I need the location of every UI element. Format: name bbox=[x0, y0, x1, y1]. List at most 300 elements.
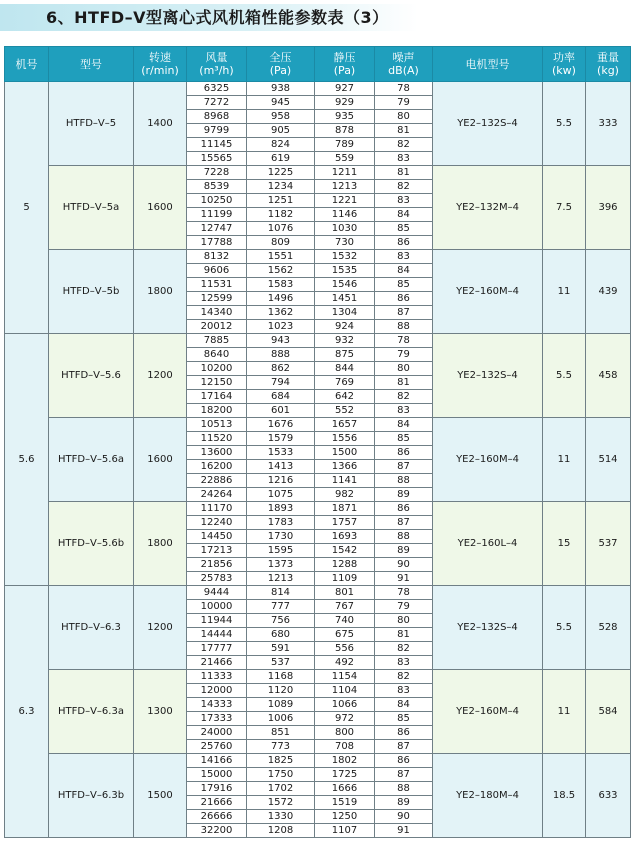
weight-cell: 458 bbox=[586, 334, 631, 418]
motor-model-cell: YE2–160L–4 bbox=[433, 502, 543, 586]
airflow-cell: 12240 bbox=[187, 516, 247, 530]
airflow-cell: 21466 bbox=[187, 656, 247, 670]
airflow-cell: 11333 bbox=[187, 670, 247, 684]
speed-cell: 1400 bbox=[134, 82, 187, 166]
total-pressure-cell: 938 bbox=[247, 82, 315, 96]
airflow-cell: 11199 bbox=[187, 208, 247, 222]
airflow-cell: 14340 bbox=[187, 306, 247, 320]
static-pressure-cell: 1871 bbox=[315, 502, 375, 516]
model-cell: HTFD–V–5 bbox=[49, 82, 134, 166]
weight-cell: 528 bbox=[586, 586, 631, 670]
static-pressure-cell: 642 bbox=[315, 390, 375, 404]
motor-model-cell: YE2–160M–4 bbox=[433, 418, 543, 502]
airflow-cell: 17213 bbox=[187, 544, 247, 558]
total-pressure-cell: 958 bbox=[247, 110, 315, 124]
airflow-cell: 8539 bbox=[187, 180, 247, 194]
noise-cell: 83 bbox=[375, 656, 433, 670]
machine-number-cell: 6.3 bbox=[5, 586, 49, 838]
airflow-cell: 7228 bbox=[187, 166, 247, 180]
airflow-cell: 10513 bbox=[187, 418, 247, 432]
table-row bbox=[5, 754, 631, 768]
noise-cell: 88 bbox=[375, 782, 433, 796]
static-pressure-cell: 556 bbox=[315, 642, 375, 656]
total-pressure-cell: 1730 bbox=[247, 530, 315, 544]
total-pressure-cell: 1234 bbox=[247, 180, 315, 194]
static-pressure-cell: 1451 bbox=[315, 292, 375, 306]
airflow-cell: 17333 bbox=[187, 712, 247, 726]
total-pressure-cell: 1579 bbox=[247, 432, 315, 446]
airflow-cell: 8132 bbox=[187, 250, 247, 264]
total-pressure-cell: 1216 bbox=[247, 474, 315, 488]
airflow-cell: 16200 bbox=[187, 460, 247, 474]
column-header bbox=[5, 47, 49, 82]
static-pressure-cell: 1109 bbox=[315, 572, 375, 586]
static-pressure-cell: 1107 bbox=[315, 824, 375, 838]
static-pressure-cell: 844 bbox=[315, 362, 375, 376]
model-cell: HTFD–V–5a bbox=[49, 166, 134, 250]
noise-cell: 88 bbox=[375, 530, 433, 544]
column-header bbox=[543, 47, 586, 82]
noise-cell: 81 bbox=[375, 166, 433, 180]
total-pressure-cell: 814 bbox=[247, 586, 315, 600]
table-header bbox=[5, 47, 631, 82]
static-pressure-cell: 1213 bbox=[315, 180, 375, 194]
column-header bbox=[247, 47, 315, 82]
weight-cell: 584 bbox=[586, 670, 631, 754]
noise-cell: 91 bbox=[375, 572, 433, 586]
static-pressure-cell: 740 bbox=[315, 614, 375, 628]
motor-model-cell: YE2–132S–4 bbox=[433, 586, 543, 670]
total-pressure-cell: 1208 bbox=[247, 824, 315, 838]
airflow-cell: 25760 bbox=[187, 740, 247, 754]
column-header-unit: (kg) bbox=[597, 64, 619, 77]
airflow-cell: 17916 bbox=[187, 782, 247, 796]
airflow-cell: 21856 bbox=[187, 558, 247, 572]
speed-cell: 1600 bbox=[134, 418, 187, 502]
column-header-unit: dB(A) bbox=[388, 64, 419, 77]
airflow-cell: 21666 bbox=[187, 796, 247, 810]
noise-cell: 91 bbox=[375, 824, 433, 838]
power-cell: 5.5 bbox=[543, 82, 586, 166]
static-pressure-cell: 1546 bbox=[315, 278, 375, 292]
static-pressure-cell: 1154 bbox=[315, 670, 375, 684]
static-pressure-cell: 982 bbox=[315, 488, 375, 502]
noise-cell: 81 bbox=[375, 376, 433, 390]
total-pressure-cell: 1595 bbox=[247, 544, 315, 558]
airflow-cell: 24000 bbox=[187, 726, 247, 740]
airflow-cell: 11531 bbox=[187, 278, 247, 292]
model-cell: HTFD–V–6.3a bbox=[49, 670, 134, 754]
noise-cell: 78 bbox=[375, 334, 433, 348]
airflow-cell: 11944 bbox=[187, 614, 247, 628]
total-pressure-cell: 1168 bbox=[247, 670, 315, 684]
static-pressure-cell: 1535 bbox=[315, 264, 375, 278]
model-cell: HTFD–V–6.3b bbox=[49, 754, 134, 838]
column-header-label: 风量 bbox=[205, 51, 228, 64]
column-header bbox=[586, 47, 631, 82]
noise-cell: 87 bbox=[375, 768, 433, 782]
static-pressure-cell: 927 bbox=[315, 82, 375, 96]
airflow-cell: 11145 bbox=[187, 138, 247, 152]
airflow-cell: 14333 bbox=[187, 698, 247, 712]
total-pressure-cell: 1572 bbox=[247, 796, 315, 810]
speed-cell: 1800 bbox=[134, 502, 187, 586]
static-pressure-cell: 801 bbox=[315, 586, 375, 600]
static-pressure-cell: 972 bbox=[315, 712, 375, 726]
static-pressure-cell: 1542 bbox=[315, 544, 375, 558]
static-pressure-cell: 552 bbox=[315, 404, 375, 418]
total-pressure-cell: 777 bbox=[247, 600, 315, 614]
airflow-cell: 9606 bbox=[187, 264, 247, 278]
static-pressure-cell: 1693 bbox=[315, 530, 375, 544]
airflow-cell: 14444 bbox=[187, 628, 247, 642]
total-pressure-cell: 1825 bbox=[247, 754, 315, 768]
noise-cell: 85 bbox=[375, 432, 433, 446]
total-pressure-cell: 851 bbox=[247, 726, 315, 740]
airflow-cell: 8640 bbox=[187, 348, 247, 362]
airflow-cell: 17777 bbox=[187, 642, 247, 656]
airflow-cell: 12150 bbox=[187, 376, 247, 390]
noise-cell: 82 bbox=[375, 138, 433, 152]
static-pressure-cell: 1725 bbox=[315, 768, 375, 782]
column-header-label: 转速 bbox=[149, 51, 171, 64]
total-pressure-cell: 1783 bbox=[247, 516, 315, 530]
total-pressure-cell: 1583 bbox=[247, 278, 315, 292]
airflow-cell: 10000 bbox=[187, 600, 247, 614]
model-cell: HTFD–V–6.3 bbox=[49, 586, 134, 670]
noise-cell: 81 bbox=[375, 124, 433, 138]
airflow-cell: 22886 bbox=[187, 474, 247, 488]
motor-model-cell: YE2–160M–4 bbox=[433, 250, 543, 334]
noise-cell: 90 bbox=[375, 810, 433, 824]
table-row bbox=[5, 166, 631, 180]
motor-model-cell: YE2–132S–4 bbox=[433, 334, 543, 418]
speed-cell: 1600 bbox=[134, 166, 187, 250]
speed-cell: 1200 bbox=[134, 334, 187, 418]
static-pressure-cell: 492 bbox=[315, 656, 375, 670]
column-header-label: 机号 bbox=[15, 57, 38, 71]
airflow-cell: 6325 bbox=[187, 82, 247, 96]
airflow-cell: 12000 bbox=[187, 684, 247, 698]
total-pressure-cell: 809 bbox=[247, 236, 315, 250]
model-cell: HTFD–V–5b bbox=[49, 250, 134, 334]
power-cell: 11 bbox=[543, 250, 586, 334]
static-pressure-cell: 767 bbox=[315, 600, 375, 614]
total-pressure-cell: 1676 bbox=[247, 418, 315, 432]
noise-cell: 78 bbox=[375, 586, 433, 600]
static-pressure-cell: 878 bbox=[315, 124, 375, 138]
airflow-cell: 26666 bbox=[187, 810, 247, 824]
noise-cell: 86 bbox=[375, 236, 433, 250]
airflow-cell: 11520 bbox=[187, 432, 247, 446]
motor-model-cell: YE2–132S–4 bbox=[433, 82, 543, 166]
total-pressure-cell: 591 bbox=[247, 642, 315, 656]
power-cell: 18.5 bbox=[543, 754, 586, 838]
airflow-cell: 24264 bbox=[187, 488, 247, 502]
machine-number-cell: 5 bbox=[5, 82, 49, 334]
airflow-cell: 10200 bbox=[187, 362, 247, 376]
total-pressure-cell: 1893 bbox=[247, 502, 315, 516]
total-pressure-cell: 1076 bbox=[247, 222, 315, 236]
static-pressure-cell: 935 bbox=[315, 110, 375, 124]
total-pressure-cell: 1182 bbox=[247, 208, 315, 222]
noise-cell: 81 bbox=[375, 628, 433, 642]
static-pressure-cell: 924 bbox=[315, 320, 375, 334]
weight-cell: 514 bbox=[586, 418, 631, 502]
power-cell: 15 bbox=[543, 502, 586, 586]
noise-cell: 80 bbox=[375, 362, 433, 376]
total-pressure-cell: 537 bbox=[247, 656, 315, 670]
noise-cell: 86 bbox=[375, 292, 433, 306]
column-header-label: 静压 bbox=[333, 51, 356, 64]
speed-cell: 1200 bbox=[134, 586, 187, 670]
column-header-label: 全压 bbox=[269, 51, 292, 64]
noise-cell: 83 bbox=[375, 684, 433, 698]
noise-cell: 82 bbox=[375, 180, 433, 194]
static-pressure-cell: 1500 bbox=[315, 446, 375, 460]
noise-cell: 86 bbox=[375, 754, 433, 768]
noise-cell: 83 bbox=[375, 152, 433, 166]
static-pressure-cell: 1250 bbox=[315, 810, 375, 824]
column-header-unit: (Pa) bbox=[269, 64, 292, 77]
total-pressure-cell: 943 bbox=[247, 334, 315, 348]
power-cell: 11 bbox=[543, 418, 586, 502]
static-pressure-cell: 789 bbox=[315, 138, 375, 152]
noise-cell: 87 bbox=[375, 740, 433, 754]
noise-cell: 89 bbox=[375, 544, 433, 558]
airflow-cell: 32200 bbox=[187, 824, 247, 838]
noise-cell: 82 bbox=[375, 390, 433, 404]
airflow-cell: 15000 bbox=[187, 768, 247, 782]
noise-cell: 84 bbox=[375, 208, 433, 222]
noise-cell: 88 bbox=[375, 474, 433, 488]
airflow-cell: 8968 bbox=[187, 110, 247, 124]
table-row bbox=[5, 670, 631, 684]
column-header-label: 电机型号 bbox=[465, 57, 510, 71]
weight-cell: 396 bbox=[586, 166, 631, 250]
noise-cell: 84 bbox=[375, 698, 433, 712]
static-pressure-cell: 730 bbox=[315, 236, 375, 250]
total-pressure-cell: 1750 bbox=[247, 768, 315, 782]
noise-cell: 80 bbox=[375, 110, 433, 124]
static-pressure-cell: 708 bbox=[315, 740, 375, 754]
model-cell: HTFD–V–5.6 bbox=[49, 334, 134, 418]
column-header bbox=[315, 47, 375, 82]
total-pressure-cell: 1533 bbox=[247, 446, 315, 460]
airflow-cell: 18200 bbox=[187, 404, 247, 418]
static-pressure-cell: 1141 bbox=[315, 474, 375, 488]
table-row bbox=[5, 586, 631, 600]
power-cell: 5.5 bbox=[543, 334, 586, 418]
noise-cell: 79 bbox=[375, 96, 433, 110]
noise-cell: 85 bbox=[375, 278, 433, 292]
column-header-label: 噪声 bbox=[392, 51, 415, 64]
weight-cell: 333 bbox=[586, 82, 631, 166]
total-pressure-cell: 1496 bbox=[247, 292, 315, 306]
static-pressure-cell: 559 bbox=[315, 152, 375, 166]
performance-table bbox=[4, 46, 631, 838]
total-pressure-cell: 601 bbox=[247, 404, 315, 418]
static-pressure-cell: 1304 bbox=[315, 306, 375, 320]
noise-cell: 83 bbox=[375, 250, 433, 264]
weight-cell: 439 bbox=[586, 250, 631, 334]
total-pressure-cell: 1120 bbox=[247, 684, 315, 698]
model-cell: HTFD–V–5.6a bbox=[49, 418, 134, 502]
static-pressure-cell: 875 bbox=[315, 348, 375, 362]
total-pressure-cell: 1702 bbox=[247, 782, 315, 796]
noise-cell: 86 bbox=[375, 726, 433, 740]
static-pressure-cell: 1030 bbox=[315, 222, 375, 236]
noise-cell: 82 bbox=[375, 670, 433, 684]
table-body bbox=[5, 82, 631, 838]
noise-cell: 85 bbox=[375, 712, 433, 726]
column-header bbox=[49, 47, 134, 82]
total-pressure-cell: 1562 bbox=[247, 264, 315, 278]
column-header bbox=[134, 47, 187, 82]
airflow-cell: 12747 bbox=[187, 222, 247, 236]
noise-cell: 79 bbox=[375, 348, 433, 362]
airflow-cell: 25783 bbox=[187, 572, 247, 586]
motor-model-cell: YE2–132M–4 bbox=[433, 166, 543, 250]
static-pressure-cell: 1519 bbox=[315, 796, 375, 810]
table-row bbox=[5, 82, 631, 96]
page-title: 6、HTFD–V型离心式风机箱性能参数表（3） bbox=[46, 8, 389, 27]
power-cell: 5.5 bbox=[543, 586, 586, 670]
total-pressure-cell: 680 bbox=[247, 628, 315, 642]
motor-model-cell: YE2–180M–4 bbox=[433, 754, 543, 838]
airflow-cell: 13600 bbox=[187, 446, 247, 460]
static-pressure-cell: 1366 bbox=[315, 460, 375, 474]
airflow-cell: 20012 bbox=[187, 320, 247, 334]
airflow-cell: 9444 bbox=[187, 586, 247, 600]
noise-cell: 79 bbox=[375, 600, 433, 614]
column-header-unit: (kw) bbox=[552, 64, 576, 77]
static-pressure-cell: 1757 bbox=[315, 516, 375, 530]
static-pressure-cell: 1802 bbox=[315, 754, 375, 768]
total-pressure-cell: 773 bbox=[247, 740, 315, 754]
power-cell: 11 bbox=[543, 670, 586, 754]
airflow-cell: 7885 bbox=[187, 334, 247, 348]
airflow-cell: 17788 bbox=[187, 236, 247, 250]
airflow-cell: 12599 bbox=[187, 292, 247, 306]
noise-cell: 85 bbox=[375, 222, 433, 236]
static-pressure-cell: 1146 bbox=[315, 208, 375, 222]
static-pressure-cell: 932 bbox=[315, 334, 375, 348]
table-row bbox=[5, 334, 631, 348]
static-pressure-cell: 1211 bbox=[315, 166, 375, 180]
total-pressure-cell: 1362 bbox=[247, 306, 315, 320]
speed-cell: 1800 bbox=[134, 250, 187, 334]
table-row bbox=[5, 250, 631, 264]
static-pressure-cell: 1288 bbox=[315, 558, 375, 572]
noise-cell: 78 bbox=[375, 82, 433, 96]
power-cell: 7.5 bbox=[543, 166, 586, 250]
column-header-unit: (Pa) bbox=[333, 64, 356, 77]
total-pressure-cell: 1373 bbox=[247, 558, 315, 572]
static-pressure-cell: 1221 bbox=[315, 194, 375, 208]
speed-cell: 1300 bbox=[134, 670, 187, 754]
noise-cell: 86 bbox=[375, 502, 433, 516]
airflow-cell: 15565 bbox=[187, 152, 247, 166]
total-pressure-cell: 945 bbox=[247, 96, 315, 110]
weight-cell: 537 bbox=[586, 502, 631, 586]
noise-cell: 89 bbox=[375, 488, 433, 502]
table-row bbox=[5, 502, 631, 516]
airflow-cell: 17164 bbox=[187, 390, 247, 404]
noise-cell: 89 bbox=[375, 796, 433, 810]
total-pressure-cell: 824 bbox=[247, 138, 315, 152]
weight-cell: 633 bbox=[586, 754, 631, 838]
total-pressure-cell: 888 bbox=[247, 348, 315, 362]
column-header-unit: (r/min) bbox=[141, 64, 179, 77]
motor-model-cell: YE2–160M–4 bbox=[433, 670, 543, 754]
total-pressure-cell: 1330 bbox=[247, 810, 315, 824]
total-pressure-cell: 1251 bbox=[247, 194, 315, 208]
column-header-label: 功率 bbox=[553, 51, 575, 64]
noise-cell: 87 bbox=[375, 306, 433, 320]
noise-cell: 84 bbox=[375, 418, 433, 432]
total-pressure-cell: 1225 bbox=[247, 166, 315, 180]
column-header bbox=[375, 47, 433, 82]
column-header-label: 重量 bbox=[597, 51, 619, 64]
airflow-cell: 7272 bbox=[187, 96, 247, 110]
static-pressure-cell: 929 bbox=[315, 96, 375, 110]
model-cell: HTFD–V–5.6b bbox=[49, 502, 134, 586]
total-pressure-cell: 1006 bbox=[247, 712, 315, 726]
static-pressure-cell: 800 bbox=[315, 726, 375, 740]
total-pressure-cell: 619 bbox=[247, 152, 315, 166]
total-pressure-cell: 756 bbox=[247, 614, 315, 628]
airflow-cell: 10250 bbox=[187, 194, 247, 208]
noise-cell: 83 bbox=[375, 194, 433, 208]
total-pressure-cell: 862 bbox=[247, 362, 315, 376]
static-pressure-cell: 1532 bbox=[315, 250, 375, 264]
column-header bbox=[433, 47, 543, 82]
total-pressure-cell: 1551 bbox=[247, 250, 315, 264]
total-pressure-cell: 1413 bbox=[247, 460, 315, 474]
noise-cell: 84 bbox=[375, 264, 433, 278]
noise-cell: 83 bbox=[375, 404, 433, 418]
machine-number-cell: 5.6 bbox=[5, 334, 49, 586]
total-pressure-cell: 1089 bbox=[247, 698, 315, 712]
table-row bbox=[5, 418, 631, 432]
total-pressure-cell: 794 bbox=[247, 376, 315, 390]
airflow-cell: 14450 bbox=[187, 530, 247, 544]
static-pressure-cell: 1556 bbox=[315, 432, 375, 446]
static-pressure-cell: 1104 bbox=[315, 684, 375, 698]
static-pressure-cell: 675 bbox=[315, 628, 375, 642]
column-header-label: 型号 bbox=[80, 57, 102, 71]
airflow-cell: 14166 bbox=[187, 754, 247, 768]
total-pressure-cell: 1213 bbox=[247, 572, 315, 586]
static-pressure-cell: 769 bbox=[315, 376, 375, 390]
total-pressure-cell: 684 bbox=[247, 390, 315, 404]
noise-cell: 82 bbox=[375, 642, 433, 656]
total-pressure-cell: 1023 bbox=[247, 320, 315, 334]
airflow-cell: 11170 bbox=[187, 502, 247, 516]
static-pressure-cell: 1066 bbox=[315, 698, 375, 712]
airflow-cell: 9799 bbox=[187, 124, 247, 138]
noise-cell: 80 bbox=[375, 614, 433, 628]
noise-cell: 86 bbox=[375, 446, 433, 460]
noise-cell: 87 bbox=[375, 516, 433, 530]
column-header bbox=[187, 47, 247, 82]
static-pressure-cell: 1666 bbox=[315, 782, 375, 796]
static-pressure-cell: 1657 bbox=[315, 418, 375, 432]
noise-cell: 90 bbox=[375, 558, 433, 572]
noise-cell: 88 bbox=[375, 320, 433, 334]
total-pressure-cell: 905 bbox=[247, 124, 315, 138]
